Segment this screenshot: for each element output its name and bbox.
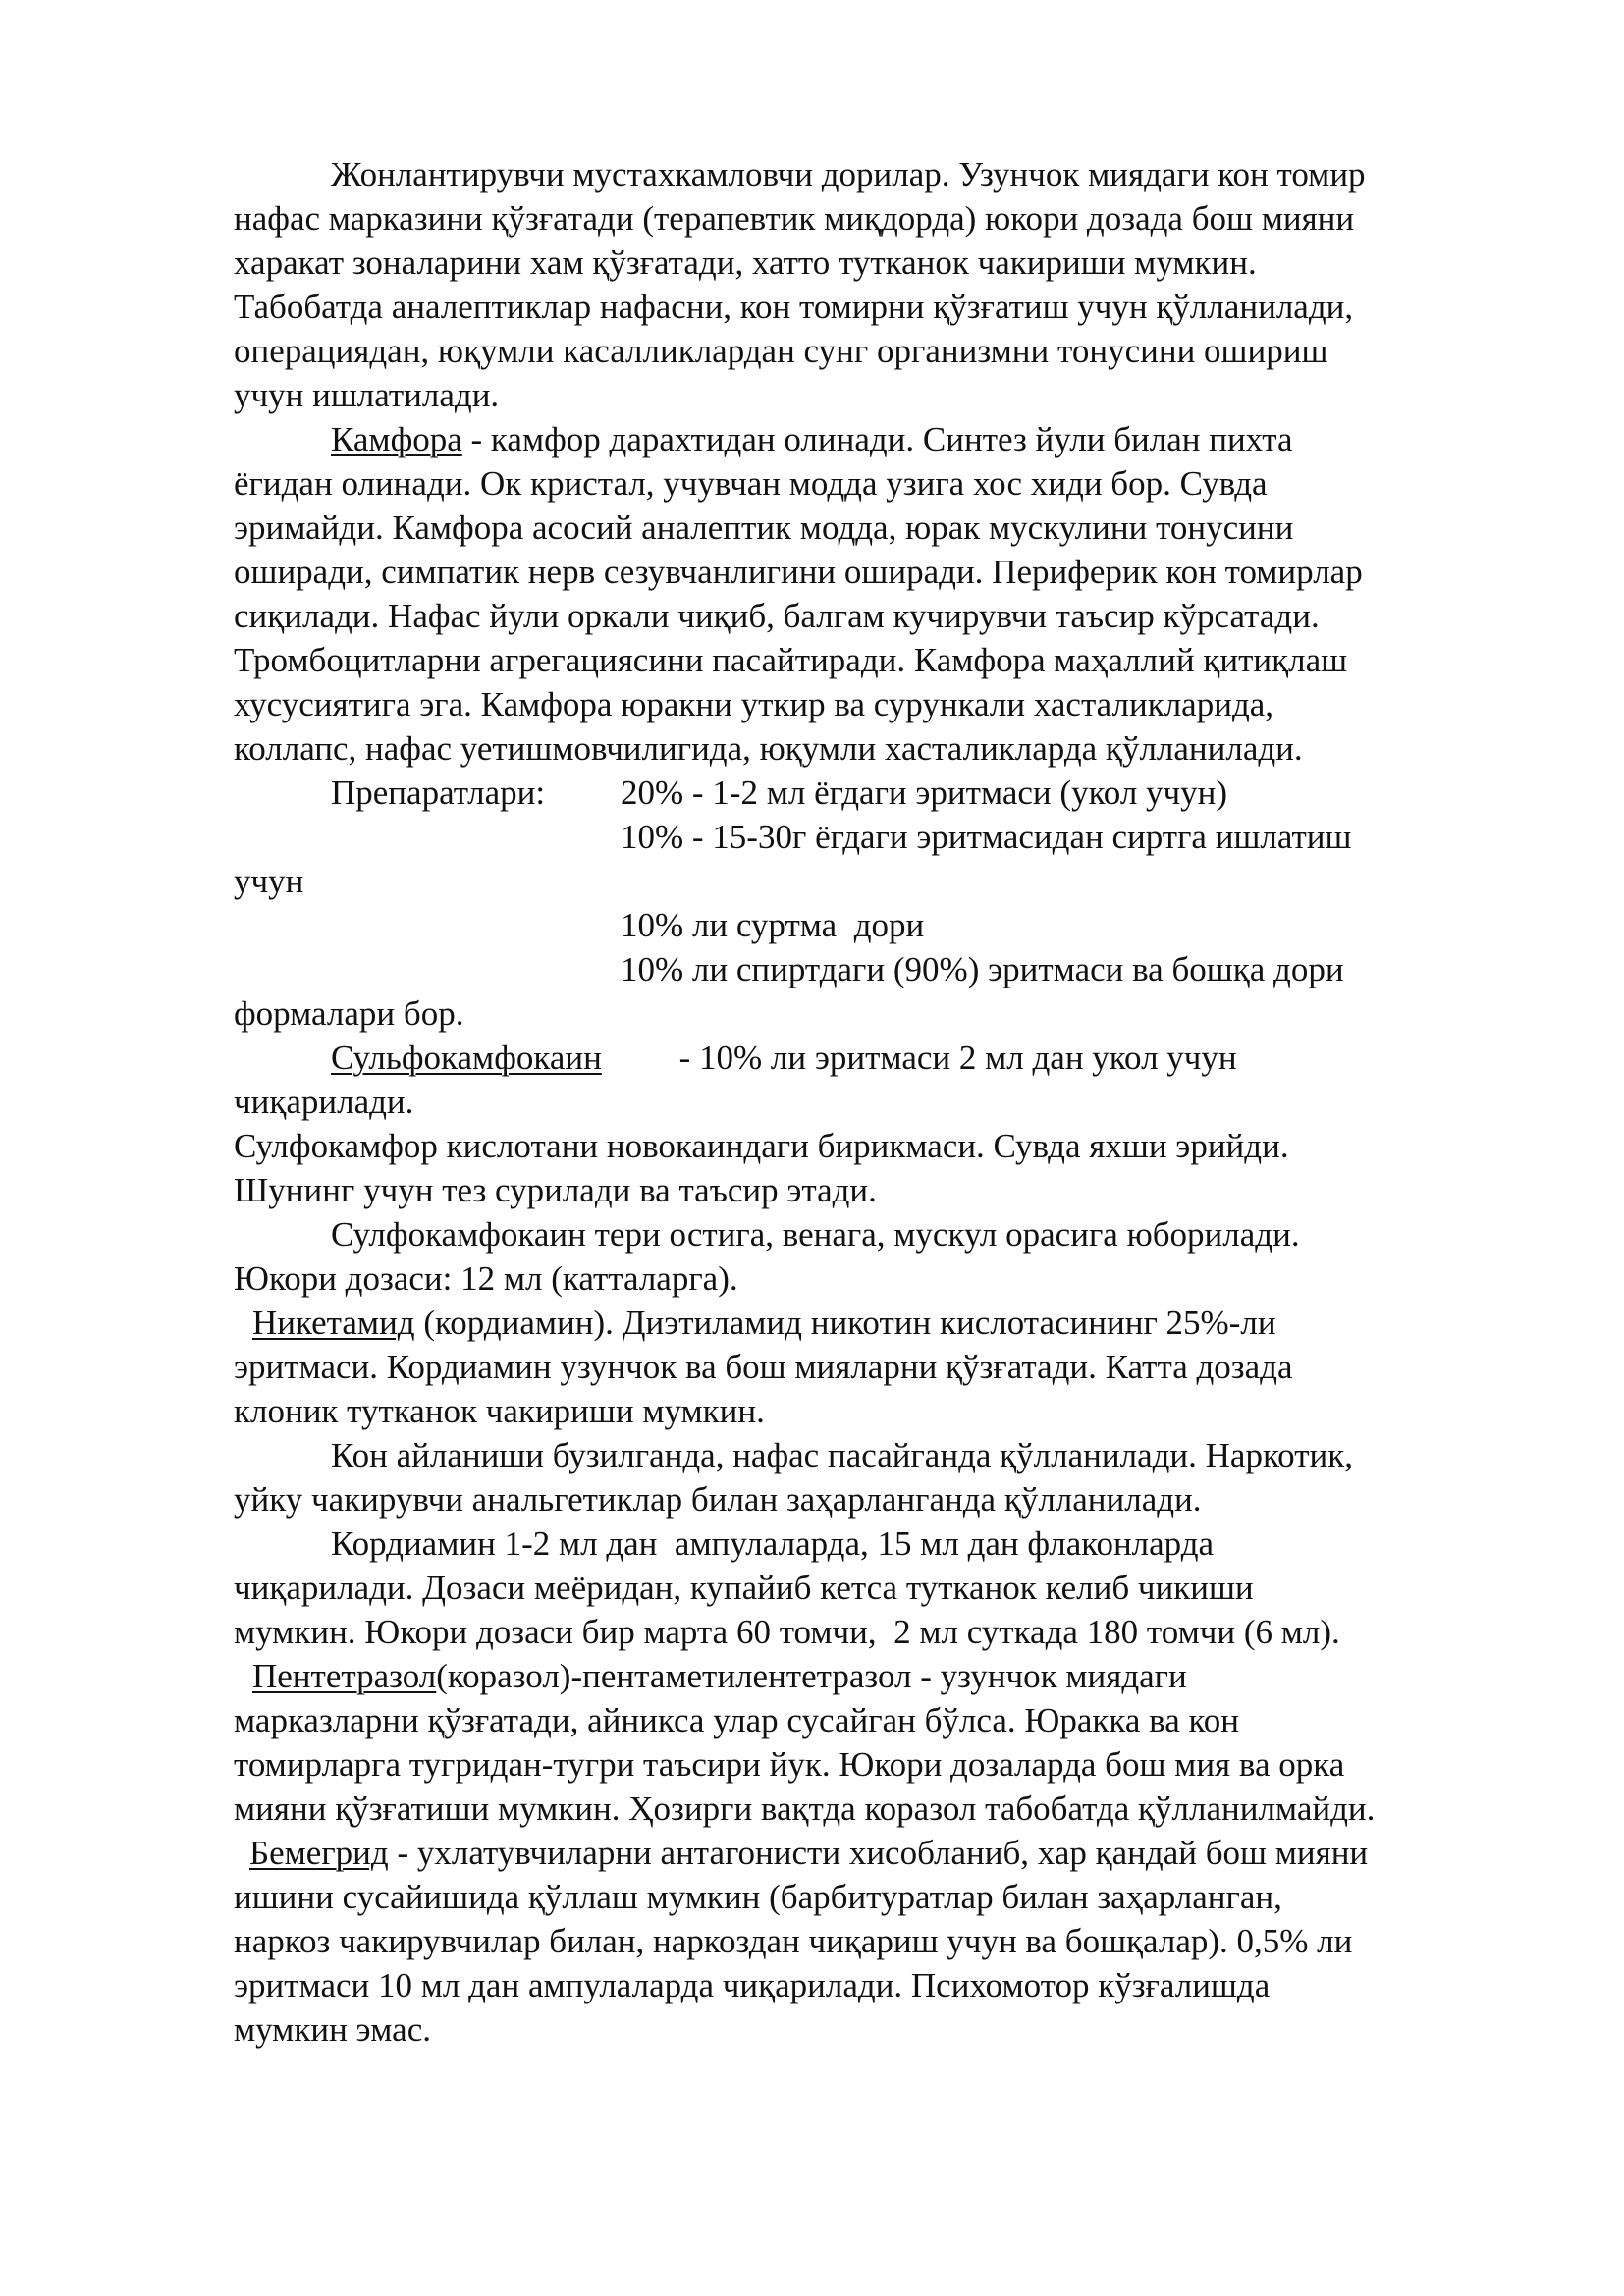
text-line: марказларни қўзғатади, айникса улар сусайган бўлса. Юракка ва кон bbox=[234, 1701, 1239, 1739]
text-line: мумкин эмас. bbox=[234, 2010, 431, 2049]
text-line: чиқарилади. bbox=[234, 1083, 414, 1121]
intro-paragraph bbox=[234, 152, 1526, 417]
preparations-label: Препаратлари: bbox=[331, 774, 546, 812]
pentetrazol-paragraph bbox=[234, 1654, 1526, 1831]
text-line: сиқилади. Нафас йули оркали чиқиб, балгам кучирувчи таъсир кўрсатади. bbox=[234, 597, 1320, 635]
text-line: мумкин. Юкори дозаси бир марта 60 томчи, 2 мл суткада 180 томчи (6 мл). bbox=[234, 1613, 1340, 1651]
text-line: Сулфокамфор кислотани новокаиндаги бирикмаси. Сувда яхши эрийди. bbox=[234, 1127, 1289, 1165]
camphor-first-line-rest: - камфор дарахтидан олинади. Синтез йули билан пихта bbox=[461, 420, 1293, 458]
text-line: коллапс, нафас уетишмовчилигида, юқумли хасталикларда қўлланилади. bbox=[234, 729, 1303, 768]
text-line bbox=[234, 771, 1526, 815]
text-line: учун bbox=[234, 862, 304, 900]
text-line bbox=[234, 1654, 1526, 1698]
text-line: харакат зоналарини хам қўзғатади, хатто тутканок чакириши мумкин. bbox=[234, 243, 1257, 282]
nikethamide-term: Никетамид bbox=[252, 1304, 415, 1342]
preparations-block bbox=[234, 771, 1526, 1036]
text-line: хусусиятига эга. Камфора юракни уткир ва сурункали хасталикларида, bbox=[234, 685, 1274, 723]
text-line: мияни қўзғатиши мумкин. Ҳозирги вақтда коразол табобатда қўлланилмайди. bbox=[234, 1789, 1376, 1828]
text-line: Табобатда аналептиклар нафасни, кон томирни қўзғатиш учун қўлланилади, bbox=[234, 288, 1354, 326]
nikethamide-first-line-rest: (кордиамин). Диэтиламид никотин кислотасининг 25%-ли bbox=[414, 1304, 1276, 1342]
bemegride-term: Бемегрид bbox=[249, 1834, 389, 1872]
text-line: нафас марказини қўзғатади (терапевтик миқдорда) юкори дозада бош мияни bbox=[234, 199, 1355, 238]
text-line: формалари бор. bbox=[234, 994, 464, 1033]
text-line: ёгидан олинади. Ок кристал, учувчан модда узига хос хиди бор. Сувда bbox=[234, 464, 1268, 503]
pentetrazol-first-line-rest: (коразол)-пентаметилентетразол - узунчок миядаги bbox=[436, 1657, 1187, 1695]
text-line bbox=[234, 1036, 1526, 1080]
text-line: наркоз чакирувчилар билан, наркоздан чиқариш учун ва бошқалар). 0,5% ли bbox=[234, 1922, 1353, 1960]
text-line: Жонлантирувчи мустахкамловчи дорилар. Узунчок миядаги кон томир bbox=[331, 155, 1366, 193]
pentetrazol-term: Пентетразол bbox=[252, 1657, 437, 1695]
sulfocamphocaine-paragraph bbox=[234, 1036, 1526, 1301]
bemegride-first-line-rest: - ухлатувчиларни антагонисти хисобланиб, хар қандай бош мияни bbox=[388, 1834, 1369, 1872]
text-line: чиқарилади. Дозаси меёридан, купайиб кетса тутканок келиб чикиши bbox=[234, 1569, 1254, 1607]
text-line: эримайди. Камфора асосий аналептик модда, юрак мускулини тонусини bbox=[234, 508, 1294, 547]
text-line: эритмаси 10 мл дан ампулаларда чиқарилади. Психомотор кўзғалишда bbox=[234, 1966, 1271, 2004]
text-line: ишини сусайишида қўллаш мумкин (барбитуратлар билан заҳарланган, bbox=[234, 1878, 1282, 1916]
bemegride-paragraph bbox=[234, 1831, 1526, 2052]
text-line: Шунинг учун тез сурилади ва таъсир этади. bbox=[234, 1171, 877, 1209]
text-line: эритмаси. Кордиамин узунчок ва бош мияларни қўзғатади. Катта дозада bbox=[234, 1348, 1293, 1386]
text-line: клоник тутканок чакириши мумкин. bbox=[234, 1392, 765, 1430]
text-line: Кордиамин 1-2 мл дан ампулаларда, 15 мл дан флаконларда bbox=[331, 1524, 1215, 1563]
preparation-item: 10% ли суртма дори bbox=[621, 906, 925, 944]
text-line bbox=[234, 1301, 1526, 1345]
text-line: Юкори дозаси: 12 мл (катталарга). bbox=[234, 1259, 738, 1298]
sulfocamphocaine-term: Сульфокамфокаин bbox=[331, 1039, 602, 1077]
sulfocamphocaine-first-line-rest: - 10% ли эритмаси 2 мл дан укол учун bbox=[601, 1039, 1237, 1077]
preparation-item: 20% - 1-2 мл ёгдаги эритмаси (укол учун) bbox=[621, 774, 1228, 812]
text-line bbox=[234, 417, 1526, 461]
text-line: операциядан, юқумли касалликлардан сунг организмни тонусини ошириш bbox=[234, 332, 1328, 370]
text-line: Кон айланиши бузилганда, нафас пасайганда қўлланилади. Наркотик, bbox=[331, 1436, 1353, 1474]
camphor-term: Камфора bbox=[331, 420, 462, 458]
text-line: Тромбоцитларни агрегациясини пасайтиради. Камфора маҳаллий қитиқлаш bbox=[234, 641, 1348, 679]
text-line bbox=[234, 1831, 1526, 1875]
camphor-paragraph bbox=[234, 417, 1526, 771]
nikethamide-paragraph bbox=[234, 1301, 1526, 1654]
text-line: уйку чакирувчи анальгетиклар билан заҳарланганда қўлланилади. bbox=[234, 1480, 1202, 1519]
text-line: оширади, симпатик нерв сезувчанлигини оширади. Периферик кон томирлар bbox=[234, 553, 1363, 591]
text-line: Сулфокамфокаин тери остига, венага, мускул орасига юборилади. bbox=[331, 1215, 1300, 1254]
preparation-item: 10% - 15-30г ёгдаги эритмасидан сиртга ишлатиш bbox=[621, 818, 1352, 856]
text-line: томирларга тугридан-тугри таъсири йук. Юкори дозаларда бош мия ва орка bbox=[234, 1745, 1345, 1784]
preparation-item: 10% ли спиртдаги (90%) эритмаси ва бошқа дори bbox=[621, 950, 1344, 988]
text-line: учун ишлатилади. bbox=[234, 376, 500, 414]
